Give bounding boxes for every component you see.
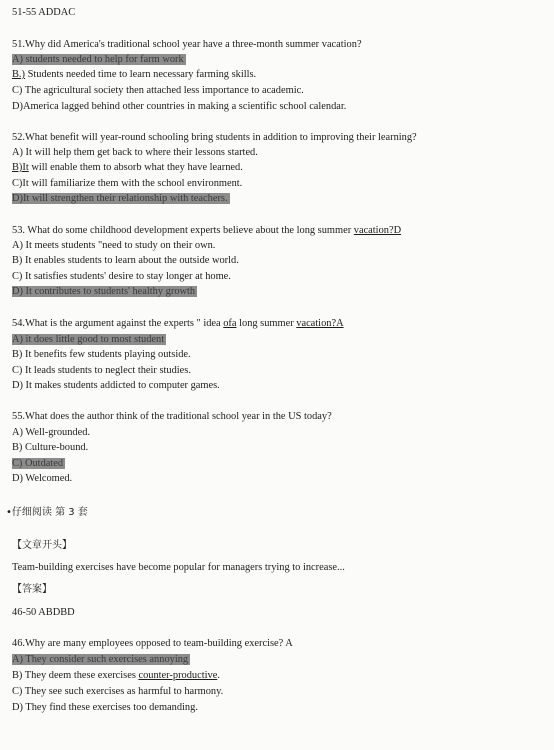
option-51-c: C) The agricultural society then attached less importance to academic. <box>12 85 304 96</box>
answer-key-46-50: 46-50 ABDBD <box>12 607 75 618</box>
option-54-b: B) It benefits few students playing outside. <box>12 349 191 360</box>
option-54-c: C) It leads students to neglect their studies. <box>12 365 191 376</box>
highlighted-answer: D) It contributes to students' healthy growth <box>12 286 196 297</box>
highlighted-answer: D)It will strengthen their relationship with teachers. <box>12 193 228 204</box>
option-53-b: B) It enables students to learn about the outside world. <box>12 255 239 266</box>
highlighted-answer: A) students needed to help for farm work <box>12 54 184 65</box>
answer-heading: 【答案】 <box>12 584 52 595</box>
question-46: 46.Why are many employees opposed to team-building exercise? A <box>12 638 293 649</box>
section-title: •仔细阅读 第 3 套 <box>6 507 88 518</box>
question-53: 53. What do some childhood development experts believe about the long summer vacation?D <box>12 225 402 236</box>
article-excerpt: Team-building exercises have become popular for managers trying to increase... <box>12 562 345 573</box>
question-51: 51.Why did America's traditional school year have a three-month summer vacation? <box>12 39 362 50</box>
option-54-d: D) It makes students addicted to computer games. <box>12 380 220 391</box>
option-46-a <box>12 653 190 666</box>
answer-key-51-55: 51-55 ADDAC <box>12 7 76 18</box>
option-52-c: C)It will familiarize them with the school environment. <box>12 178 243 189</box>
option-52-d <box>12 192 230 205</box>
option-55-d: D) Welcomed. <box>12 473 73 484</box>
article-heading: 【文章开头】 <box>12 540 72 551</box>
highlighted-answer: C) Outdated <box>12 458 64 469</box>
option-54-a <box>12 333 166 346</box>
option-53-a: A) It meets students "need to study on their own. <box>12 240 216 251</box>
option-53-d <box>12 285 197 298</box>
option-46-c: C) They see such exercises as harmful to harmony. <box>12 686 224 697</box>
question-55: 55.What does the author think of the traditional school year in the US today? <box>12 411 332 422</box>
option-55-b: B) Culture-bound. <box>12 442 89 453</box>
highlighted-answer: A) it does little good to most student <box>12 334 165 345</box>
option-46-d: D) They find these exercises too demanding. <box>12 702 198 713</box>
option-46-b: B) They deem these exercises counter-productive. <box>12 670 220 681</box>
question-54: 54.What is the argument against the experts " idea ofa long summer vacation?A <box>12 318 344 329</box>
option-55-c <box>12 457 65 470</box>
option-53-c: C) It satisfies students' desire to stay longer at home. <box>12 271 231 282</box>
option-51-d: D)America lagged behind other countries in making a scientific school calendar. <box>12 101 347 112</box>
option-52-a: A) It will help them get back to where their lessons started. <box>12 147 258 158</box>
option-51-a <box>12 53 186 66</box>
option-55-a: A) Well-grounded. <box>12 427 91 438</box>
option-52-b: B)It will enable them to absorb what they have learned. <box>12 162 243 173</box>
highlighted-answer: A) They consider such exercises annoying <box>12 654 189 665</box>
question-52: 52.What benefit will year-round schooling bring students in addition to improving their learning? <box>12 132 417 143</box>
option-51-b: B.) Students needed time to learn necessary farming skills. <box>12 69 257 80</box>
